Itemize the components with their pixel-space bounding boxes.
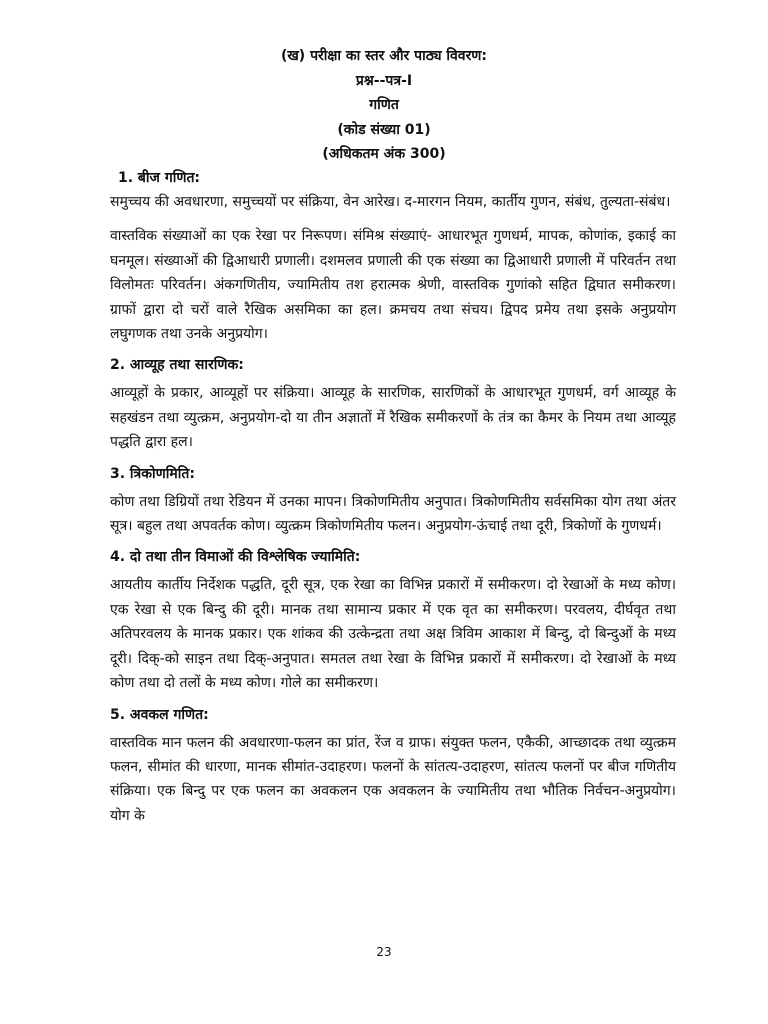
section-differential-calculus <box>110 703 676 829</box>
section-paragraph: समुच्चय की अवधारणा, समुच्चयों पर संक्रिया, वेन आरेख। द-मारगन नियम, कार्तीय गुणन, संबंध, तुल्यता-संबंध। <box>110 194 671 210</box>
code-number-heading: (कोड संख्या 01) <box>337 121 431 138</box>
paper-heading: प्रश्न--पत्र-I <box>355 72 413 89</box>
syllabus-header <box>0 44 768 167</box>
section-analytical-geometry <box>110 545 676 695</box>
section-paragraph: आयतीय कार्तीय निर्देशक पद्धति, दूरी सूत्र, एक रेखा का विभिन्न प्रकारों में समीकरण। दो रेखाओं के मध्य कोण। एक रेखा से एक बिन्दु की दूरी। मानक तथा सामान्य प्रकार में एक वृत का समीकरण। परवलय, दीर्घवृत तथा अतिपरवलय के मानक प्रकार। एक शांकव की उत्केन्द्रता तथा अक्ष त्रिविम आकाश में बिन्दु, दो बिन्दुओं के मध्य दूरी। दिक्-को साइन तथा दिक्-अनुपात। समतल तथा रेखा के विभिन्न प्रकारों में समीकरण। दो रेखाओं के मध्य कोण तथा दो तलों के मध्य कोण। गोले का समीकरण। <box>110 577 676 692</box>
exam-level-heading: (ख) परीक्षा का स्तर और पाठ्य विवरण: <box>280 48 488 64</box>
section-matrices-determinants <box>110 353 676 454</box>
section-paragraph: आव्यूहों के प्रकार, आव्यूहों पर संक्रिया। आव्यूह के सारणिक, सारणिकों के आधारभूत गुणधर्म, वर्ग आव्यूह के सहखंडन तथा व्युत्क्रम, अनुप्रयोग-दो या तीन अज्ञातों में रैखिक समीकरणों के तंत्र का कैमर के नियम तथा आव्यूह पद्धति द्वारा हल। <box>110 385 676 451</box>
syllabus-body <box>110 166 676 828</box>
section-title: 5. अवकल गणित: <box>110 706 209 723</box>
section-paragraph: वास्तविक संख्याओं का एक रेखा पर निरूपण। संमिश्र संख्याएं- आधारभूत गुणधर्म, मापक, कोणांक, इकाई का घनमूल। संख्याओं की द्विआधारी प्रणाली। दशमलव प्रणाली की एक संख्या का द्विआधारी प्रणाली में परिवर्तन तथा विलोमतः परिवर्तन। अंकगणितीय, ज्यामितीय तश हरात्मक श्रेणी, वास्तविक गुणांको सहित द्विघात समीकरण। ग्राफों द्वारा दो चरों वाले रैखिक असमिका का हल। क्रमचय तथा संचय। द्विपद प्रमेय तथा इसके अनुप्रयोग लघुगणक तथा उनके अनुप्रयोग। <box>110 228 676 343</box>
section-title: 3. त्रिकोणमिति: <box>110 465 195 482</box>
section-title: 2. आव्यूह तथा सारणिक: <box>110 357 244 374</box>
section-paragraph: वास्तविक मान फलन की अवधारणा-फलन का प्रांत, रेंज व ग्राफ। संयुक्त फलन, एकैकी, आच्छादक तथा व्युत्क्रम फलन, सीमांत की धारणा, मानक सीमांत-उदाहरण। फलनों के सांतत्य-उदाहरण, सांतत्य फलनों पर बीज गणितीय संक्रिया। एक बिन्दु पर एक फलन का अवकलन एक अवकलन के ज्यामितीय तथा भौतिक निर्वचन-अनुप्रयोग। योग के <box>110 734 676 824</box>
page-number: 23 <box>376 945 392 959</box>
section-title: 4. दो तथा तीन विमाओं की विश्लेषिक ज्यामिति: <box>110 549 361 566</box>
subject-heading: गणित <box>369 97 399 113</box>
max-marks-heading: (अधिकतम अंक 300) <box>322 146 446 162</box>
section-trigonometry <box>110 462 676 539</box>
section-algebra <box>110 166 676 346</box>
section-paragraph: कोण तथा डिग्रियों तथा रेडियन में उनका मापन। त्रिकोणमितीय अनुपात। त्रिकोणमितीय सर्वसमिका योग तथा अंतर सूत्र। बहुल तथा अपवर्तक कोण। व्युत्क्रम त्रिकोणमितीय फलन। अनुप्रयोग-ऊंचाई तथा दूरी, त्रिकोणों के गुणधर्म। <box>110 493 676 535</box>
section-title: 1. बीज गणित: <box>118 170 201 186</box>
